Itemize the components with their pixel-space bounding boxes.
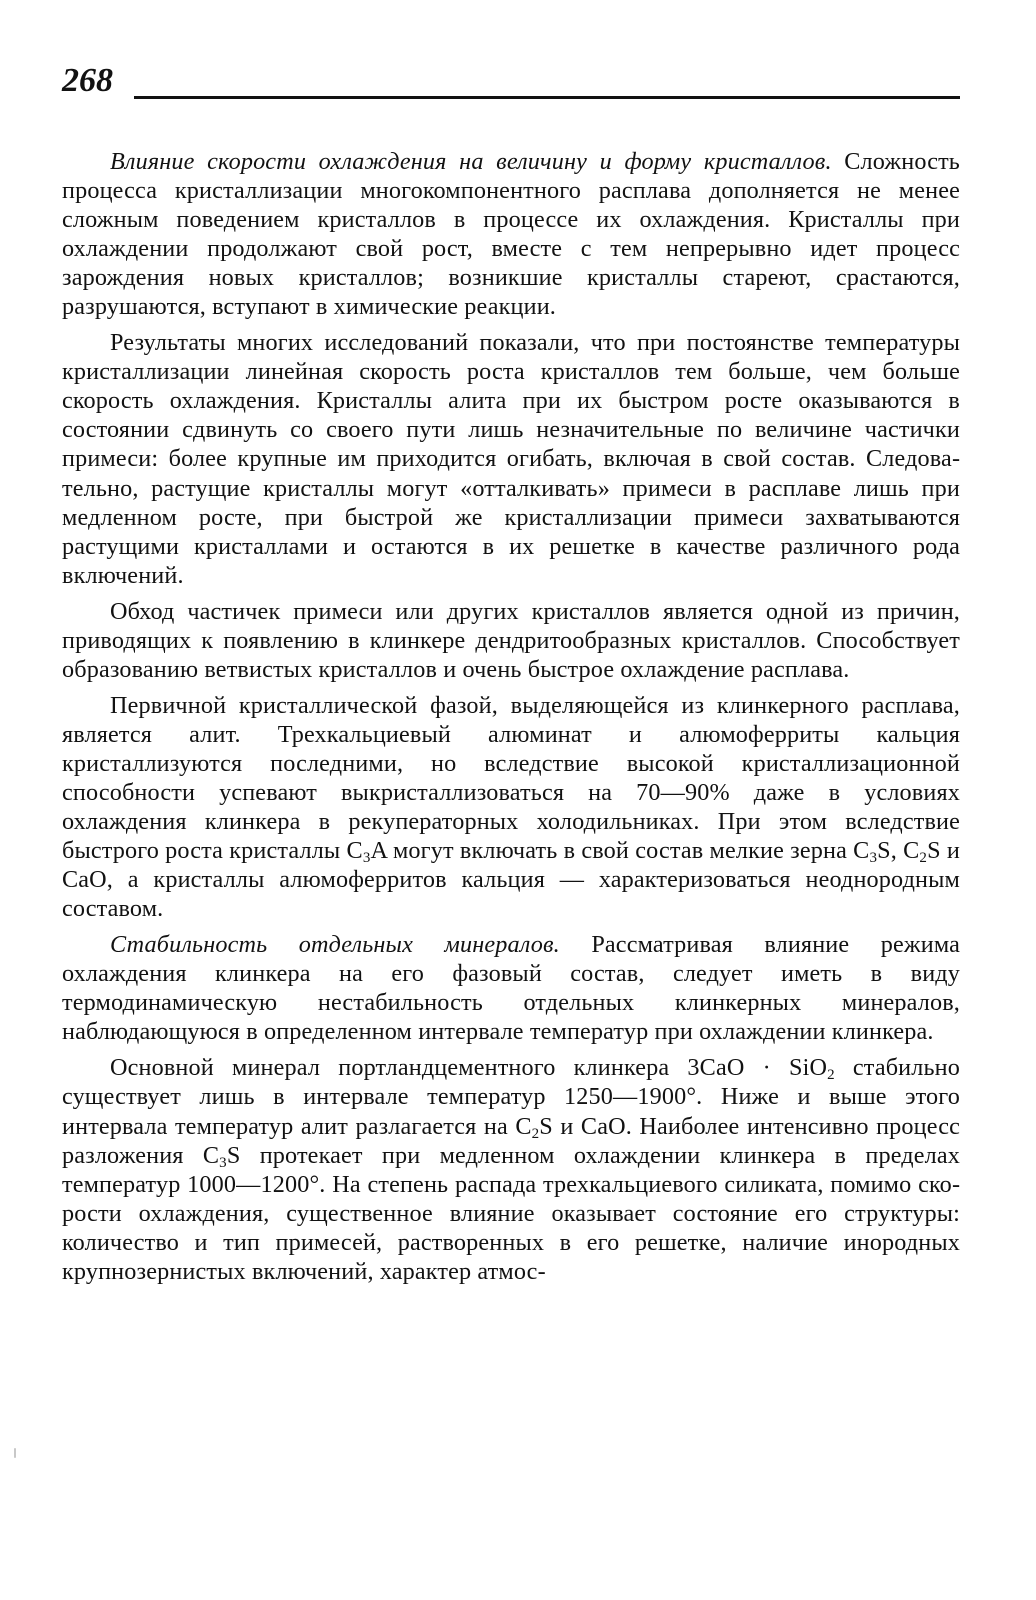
paragraph-text: S, C [877,837,920,865]
paragraph-text: Первичной кристаллической фазой, выделяющейся из клинкерного расплава, является алит. Трехкальциевый алюминат и алюмоферриты кальция кристаллизуются последними, но вследствие высокой кристаллизационной способности успевают выкристаллизоваться на 70—90% даже в условиях охлаждения клинкера в рекуператорных холодильниках. При этом вследствие быстрого роста кристаллы C [62,691,960,865]
paragraph-research-results [62,328,960,589]
paragraph-text: S протекает при медленном охлаждении клинкера в пределах температур 1000—1200°. На степень распада трехкальциевого силиката, помимо скорости охлаждения, существенное влияние оказывает состояние его структуры: количество и тип примесей, растворенных в его решетке, наличие инородных крупнозернистых включений, характер атмос- [62,1141,960,1285]
paragraph-text: Основной минерал портландцементного клинкера 3CaO · SiO [110,1054,828,1082]
header-rule [134,96,960,99]
section-heading-mineral-stability: Стабильность отдельных минералов. [110,931,560,959]
paragraph-text: S и CaO, а кристаллы алюмоферритов кальция — характеризоваться неоднородным составом. [62,837,960,923]
body-text [62,147,960,1286]
paragraph-text: стабильно существует лишь в интервале температур 1250—1900°. Ниже и выше этого интервала температур алит разлагается на C [62,1054,960,1140]
paragraph-cooling-rate [62,147,960,321]
paragraph-primary-phase [62,691,960,923]
paragraph-alite-decomposition [62,1053,960,1285]
subscript: 3 [219,1154,227,1171]
subscript: 2 [827,1067,835,1084]
paragraph-text: Рассматривая влияние режима охлаждения клинкера на его фазовый состав, следует иметь в виду термодинамическую нестабильность отдельных клинкерных минералов, наблюдающуюся в определенном интервале температур при охлаждении клинкера. [62,931,960,1046]
subscript: 2 [531,1125,540,1142]
subscript: 3 [362,849,371,866]
page-header [62,62,960,106]
page-number: 268 [62,62,113,99]
paragraph-text: Результаты многих исследований показали, что при постоянстве температуры кристаллизации линейная скорость роста кристаллов тем больше, чем больше скорость охлаждения. Кристаллы алита при их быстром росте оказываются в состоянии сдвинуть со своего пути лишь незначительные по величине частички примеси: более крупные им приходится огибать, включая в свой состав. Следовательно, растущие кристаллы могут «отталкивать» примеси в расплаве лишь при медленном росте, при быстрой же кристаллизации примеси захватываются растущими кристаллами и остаются в их решетке в качестве различного рода включений. [62,329,960,589]
subscript: 3 [869,849,878,866]
paragraph-mineral-stability [62,930,960,1046]
section-heading-cooling-rate: Влияние скорости охлаждения на величину и форму кристаллов. [110,148,832,175]
paragraph-text: Сложность процесса кристаллизации многокомпонентного расплава дополняется не менее сложным поведением кристаллов в процессе их охлаждения. Кристаллы при охлаждении продолжают свой рост, вместе с тем непрерывно идет процесс зарождения новых кристаллов; возникшие кристаллы стареют, срастаются, разрушаются, вступают в химические реакции. [62,148,960,321]
paragraph-text: A могут включать в свой состав мелкие зерна C [370,837,870,865]
scan-artifact [14,1448,16,1458]
paragraph-dendrites [62,597,960,684]
paragraph-text: S и CaO. Наиболее интенсивно процесс разложения C [62,1112,961,1169]
subscript: 2 [919,849,928,866]
paragraph-text: Обход частичек примеси или других кристаллов является одной из причин, приводящих к появлению в клинкере дендритообразных кристаллов. Способствует образованию ветвистых кристаллов и очень быстрое охлаждение расплава. [62,597,960,683]
